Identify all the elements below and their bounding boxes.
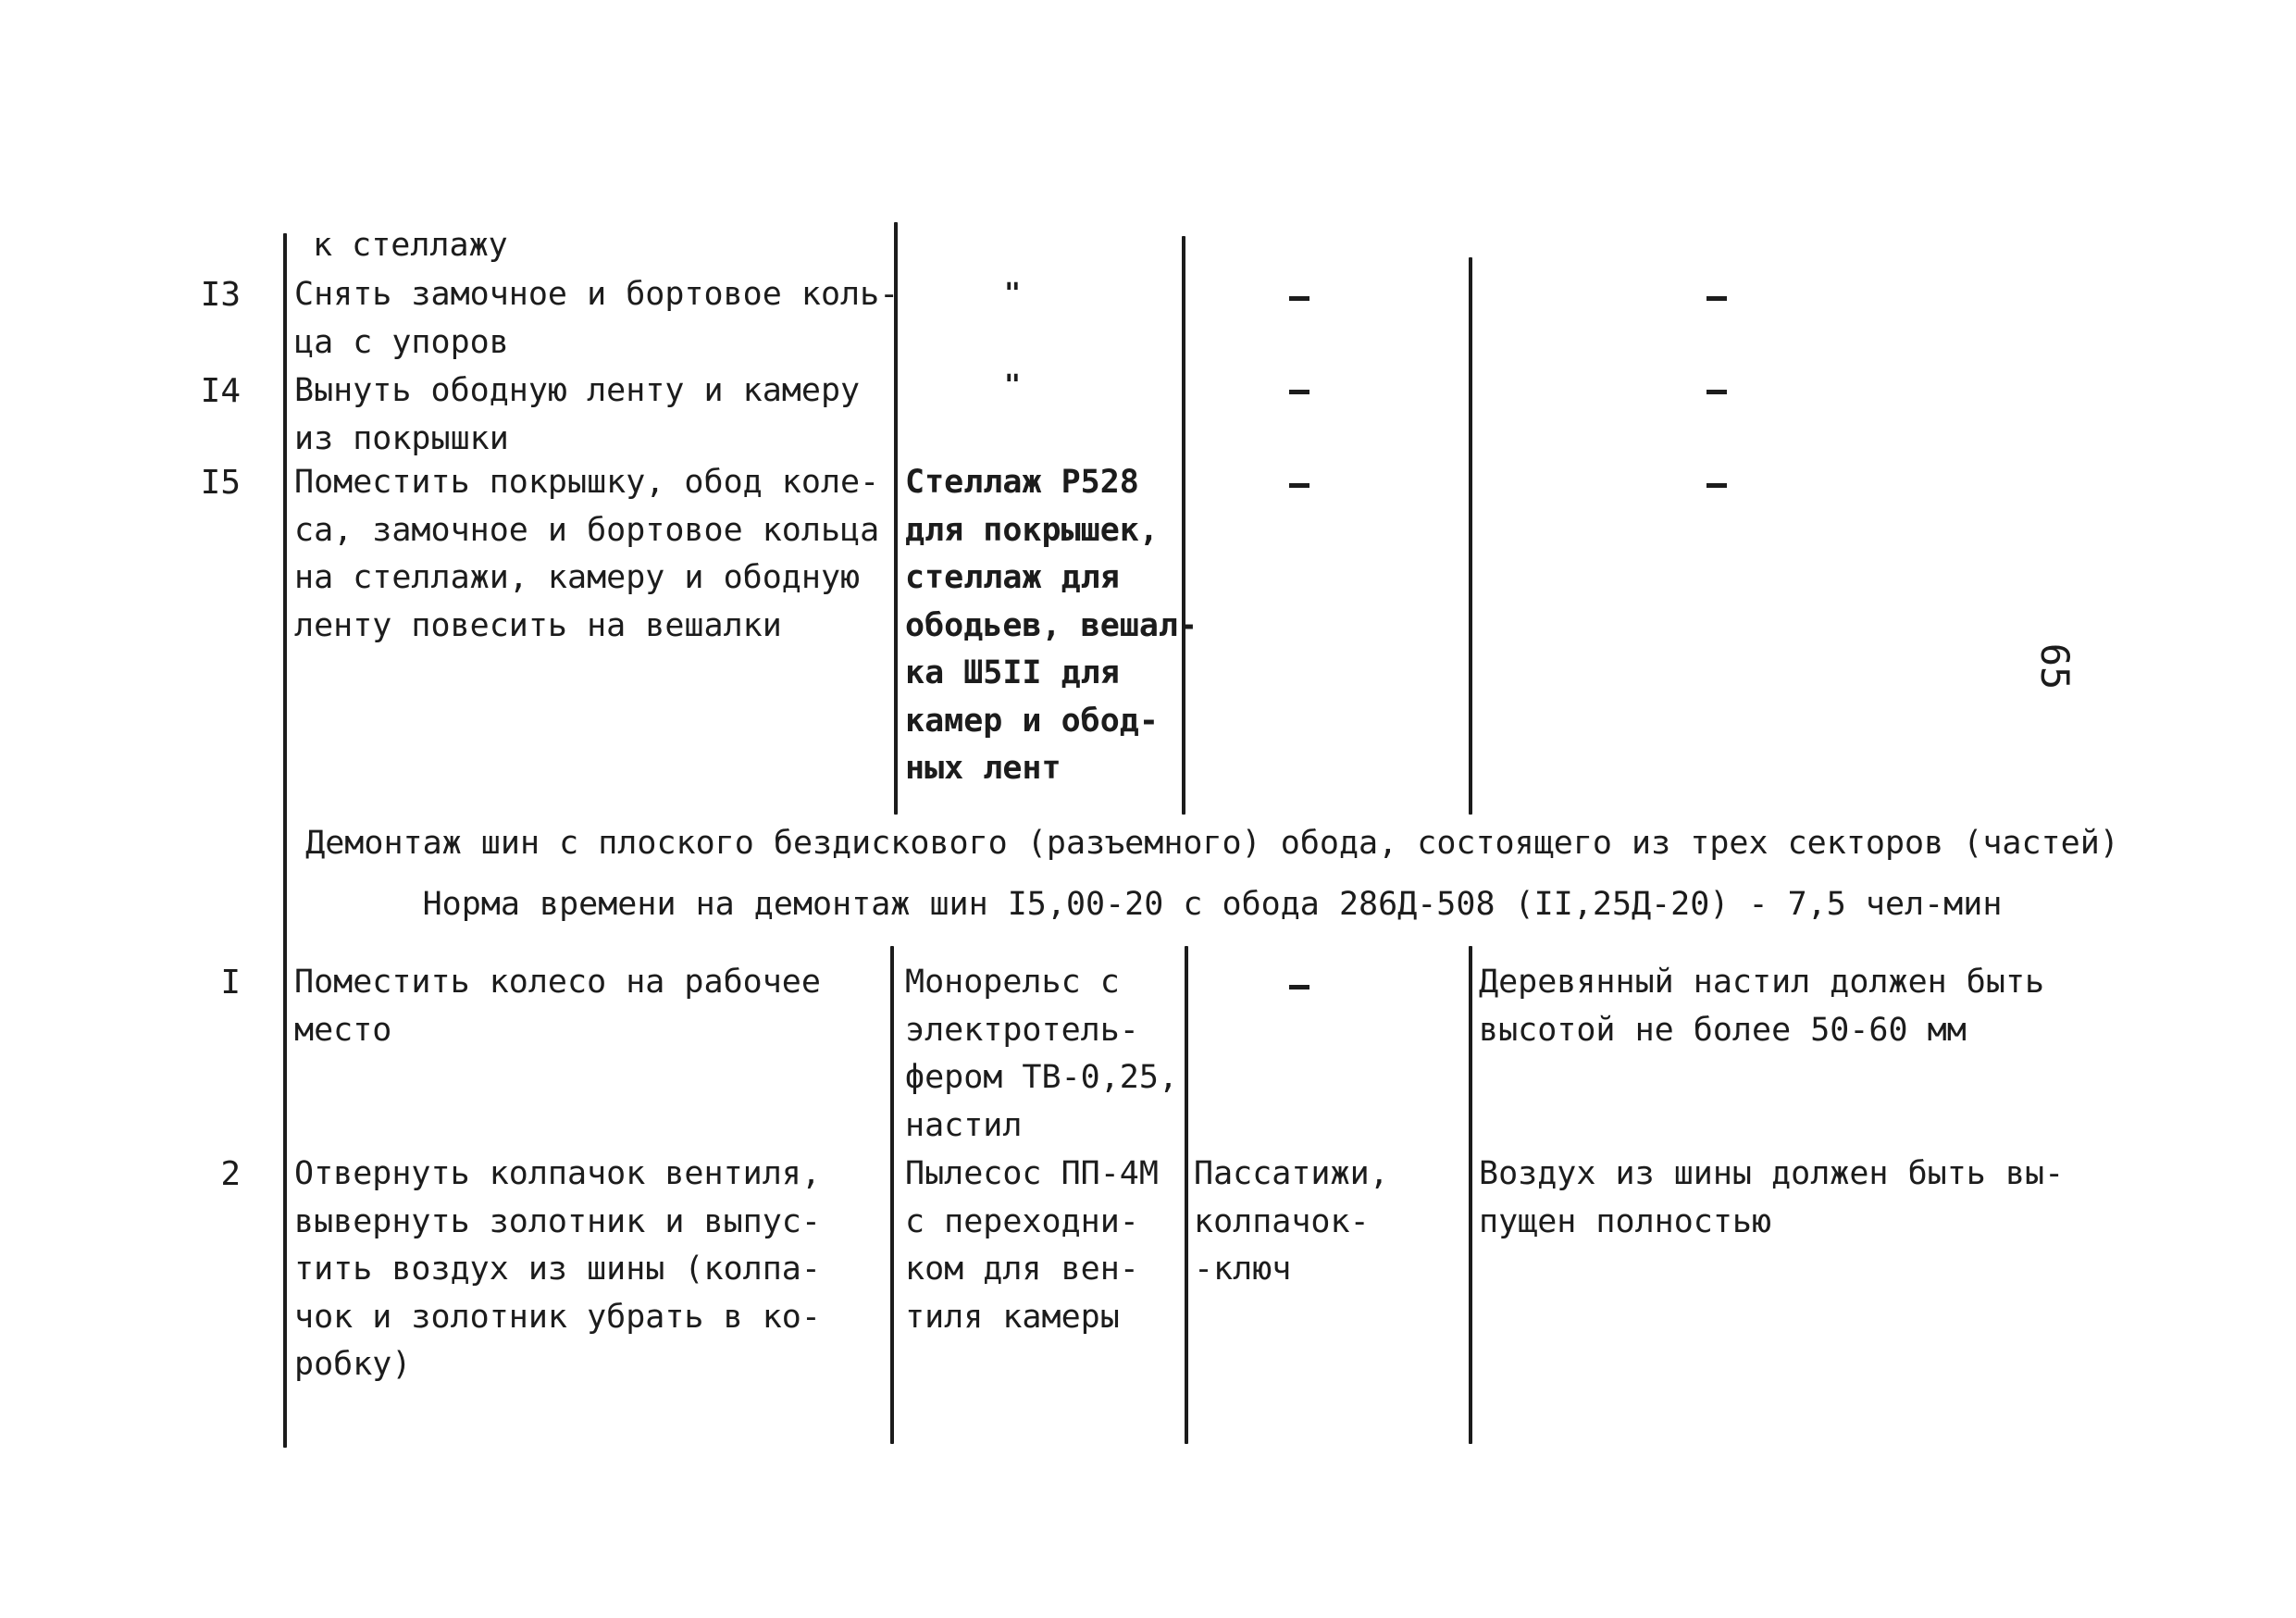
operation-text: Поместить покрышку, обод коле- са, замочное и бортовое кольца на стеллажи, камеру и ободную ленту повесить на вешалки xyxy=(294,464,880,644)
empty-dash xyxy=(1289,985,1309,989)
operation-text: Вынуть ободную ленту и камеру из покрышки xyxy=(294,372,861,457)
empty-dash xyxy=(1289,483,1309,488)
empty-dash xyxy=(1289,390,1309,394)
ditto-mark: " xyxy=(1004,369,1022,402)
column-rule-4-bottom xyxy=(1469,946,1472,1444)
operation-text: Снять замочное и бортовое коль- ца с упоров xyxy=(294,276,900,361)
section-heading: Демонтаж шин с плоского бездискового (разъемного) обода, состоящего из трех секторов (частей) xyxy=(305,825,2119,862)
tool-text: Пассатижи, колпачок- -ключ xyxy=(1194,1155,1389,1288)
column-rule-2-bottom xyxy=(890,946,894,1444)
equipment-text: Монорельс с электротель- фером ТВ-0,25, настил xyxy=(905,964,1179,1144)
operation-text: Поместить колесо на рабочее место xyxy=(294,964,821,1049)
operation-text: к стеллажу xyxy=(313,227,508,264)
row-number: I5 xyxy=(200,464,241,502)
equipment-text: Стеллаж Р528 для покрышек, стеллаж для ободьев, вешал- ка Ш5II для камер и обод- ных лент xyxy=(905,464,1198,787)
page-number: 65 xyxy=(2032,642,2078,691)
empty-dash xyxy=(1706,483,1727,488)
equipment-text: Пылесос ПП-4М с переходни- ком для вен- тиля камеры xyxy=(905,1155,1159,1336)
row-number: 2 xyxy=(220,1155,241,1193)
row-number: I xyxy=(220,964,241,1002)
empty-dash xyxy=(1706,390,1727,394)
column-rule-left xyxy=(283,233,287,1448)
row-number: I3 xyxy=(200,276,241,314)
empty-dash xyxy=(1706,296,1727,301)
requirements-text: Воздух из шины должен быть вы- пущен полностью xyxy=(1479,1155,2065,1240)
empty-dash xyxy=(1289,296,1309,301)
time-norm: Норма времени на демонтаж шин I5,00-20 с обода 286Д-508 (II,25Д-20) - 7,5 чел-мин xyxy=(422,886,2003,923)
row-number: I4 xyxy=(200,372,241,410)
operation-text: Отвернуть колпачок вентиля, вывернуть золотник и выпус- тить воздух из шины (колпа- чок и золотник убрать в ко- робку) xyxy=(294,1155,821,1383)
ditto-mark: " xyxy=(1004,278,1022,310)
column-rule-3-bottom xyxy=(1185,946,1188,1444)
column-rule-4-top xyxy=(1469,257,1472,815)
requirements-text: Деревянный настил должен быть высотой не более 50-60 мм xyxy=(1479,964,2045,1049)
